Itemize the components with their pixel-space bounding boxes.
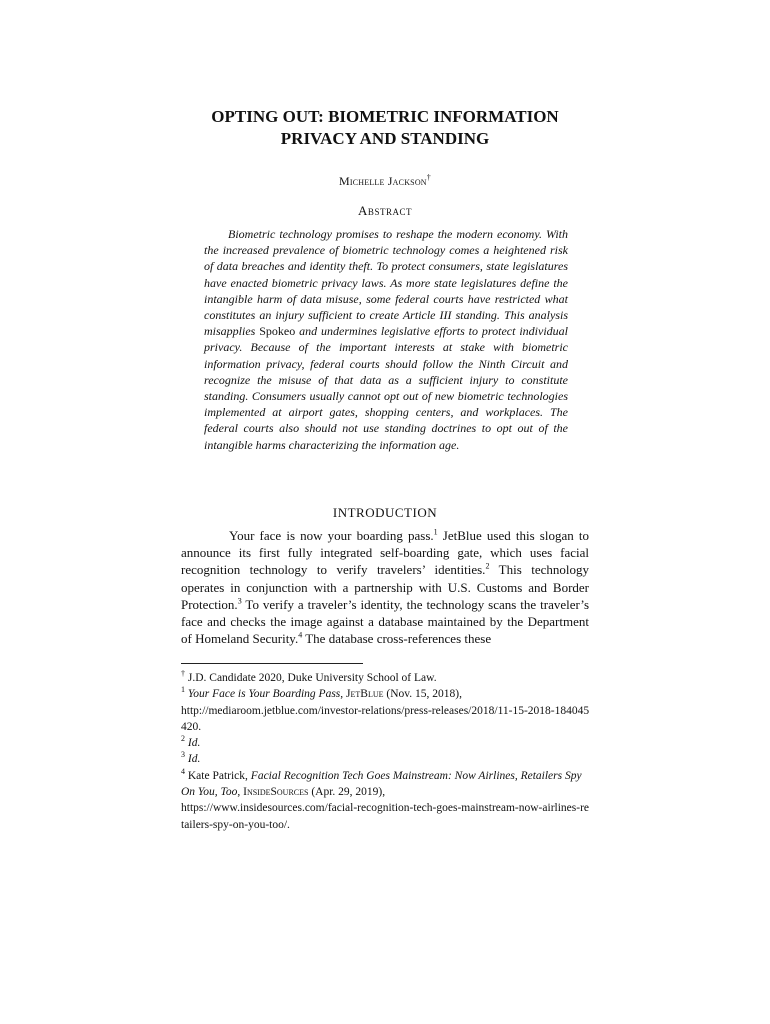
footnote-title: Your Face is Your Boarding Pass xyxy=(187,688,341,701)
footnote-4 xyxy=(181,768,591,833)
introduction-paragraph xyxy=(181,527,589,647)
footnote-title: Facial Recognition Tech Goes Mainstream: Now Airlines, Retailers Spy On You, Too xyxy=(181,769,582,799)
footnotes xyxy=(181,670,591,833)
title-line-1: OPTING OUT: BIOMETRIC INFORMATION xyxy=(211,107,559,126)
intro-sentence-1: Your face is now your boarding pass. xyxy=(229,528,434,543)
footnote-ref-3: 3 xyxy=(237,596,242,606)
footnote-text: J.D. Candidate 2020, Duke University School of Law. xyxy=(185,672,437,684)
abstract-case-name: Spokeo xyxy=(259,324,296,339)
abstract-heading: Abstract xyxy=(358,203,412,218)
intro-sentence-5: The database cross-references these xyxy=(302,631,492,647)
abstract-text xyxy=(204,226,568,453)
abstract-part-1: Biometric technology promises to reshape the modern economy. With the increased prevalence of biometric technology comes a heightened risk of data breaches and identity theft. To protect consumers, state legislatures have enacted biometric privacy laws. As more state legislatures define the intangible harm of data misuse, some federal courts have restricted what constitutes an injury sufficient to create Article III standing. This analysis misapplies xyxy=(204,227,568,339)
footnote-url[interactable]: https://www.insidesources.com/facial-recognition-tech-goes-mainstream-now-airlines-retailers-spy-on-you-too/. xyxy=(181,802,590,831)
footnote-separator: , xyxy=(340,688,347,701)
footnote-source: JetBlue xyxy=(346,688,384,701)
footnote-ref-4: 4 xyxy=(298,630,303,640)
footnote-url[interactable]: http://mediaroom.jetblue.com/investor-relations/press-releases/2018/11-15-2018-184045420. xyxy=(181,704,590,733)
footnote-dagger xyxy=(181,670,591,686)
footnote-mark: 4 xyxy=(181,766,185,776)
footnote-separator: , xyxy=(237,786,244,799)
intro-sentence-3: This technology operates in conjunction with a partnership with U.S. Customs and Border Protection. xyxy=(181,562,589,612)
title-line-2: PRIVACY AND STANDING xyxy=(280,129,490,148)
intro-sentence-2: JetBlue used this slogan to announce its first fully integrated self-boarding gate, which uses facial recognition technology to verify travelers’ identities. xyxy=(181,528,589,578)
introduction-heading: INTRODUCTION xyxy=(332,505,438,520)
footnote-ref-2: 2 xyxy=(485,562,490,572)
intro-sentence-4: To verify a traveler’s identity, the technology scans the traveler’s face and checks the image against a database maintained by the Department of Homeland Security. xyxy=(181,596,589,647)
author-footnote-mark: † xyxy=(426,173,431,182)
footnote-1 xyxy=(181,686,591,735)
footnote-mark: † xyxy=(181,669,185,679)
author-name: Michelle Jackson xyxy=(339,174,427,188)
footnote-date: (Nov. 15, 2018), xyxy=(383,688,462,701)
footnote-date: (Apr. 29, 2019), xyxy=(308,786,386,799)
footnote-ref-1: 1 xyxy=(433,527,438,537)
footnote-text: Id. xyxy=(187,753,201,766)
footnote-3 xyxy=(181,751,591,767)
footnote-2 xyxy=(181,735,591,751)
footnote-mark: 3 xyxy=(181,750,185,760)
abstract-part-2: and undermines legislative efforts to protect individual privacy. Because of the important interests at stake with biometric information privacy, federal courts should follow the Ninth Circuit and recognize the misuse of that data as a sufficient injury to constitute standing. Consumers usually cannot opt out of new biometric technologies implemented at airport gates, shopping centers, and workplaces. The federal courts also should not use standing doctrines to opt out of the intangible harms characterizing the information age. xyxy=(204,324,568,452)
author-byline xyxy=(180,170,590,189)
footnote-mark: 1 xyxy=(181,685,185,695)
article-title xyxy=(180,106,590,150)
footnote-divider xyxy=(181,663,363,664)
footnote-mark: 2 xyxy=(181,734,185,744)
footnote-source: InsideSources xyxy=(243,786,309,799)
footnote-text: Id. xyxy=(187,737,201,750)
footnote-author: Kate Patrick, xyxy=(187,769,251,782)
